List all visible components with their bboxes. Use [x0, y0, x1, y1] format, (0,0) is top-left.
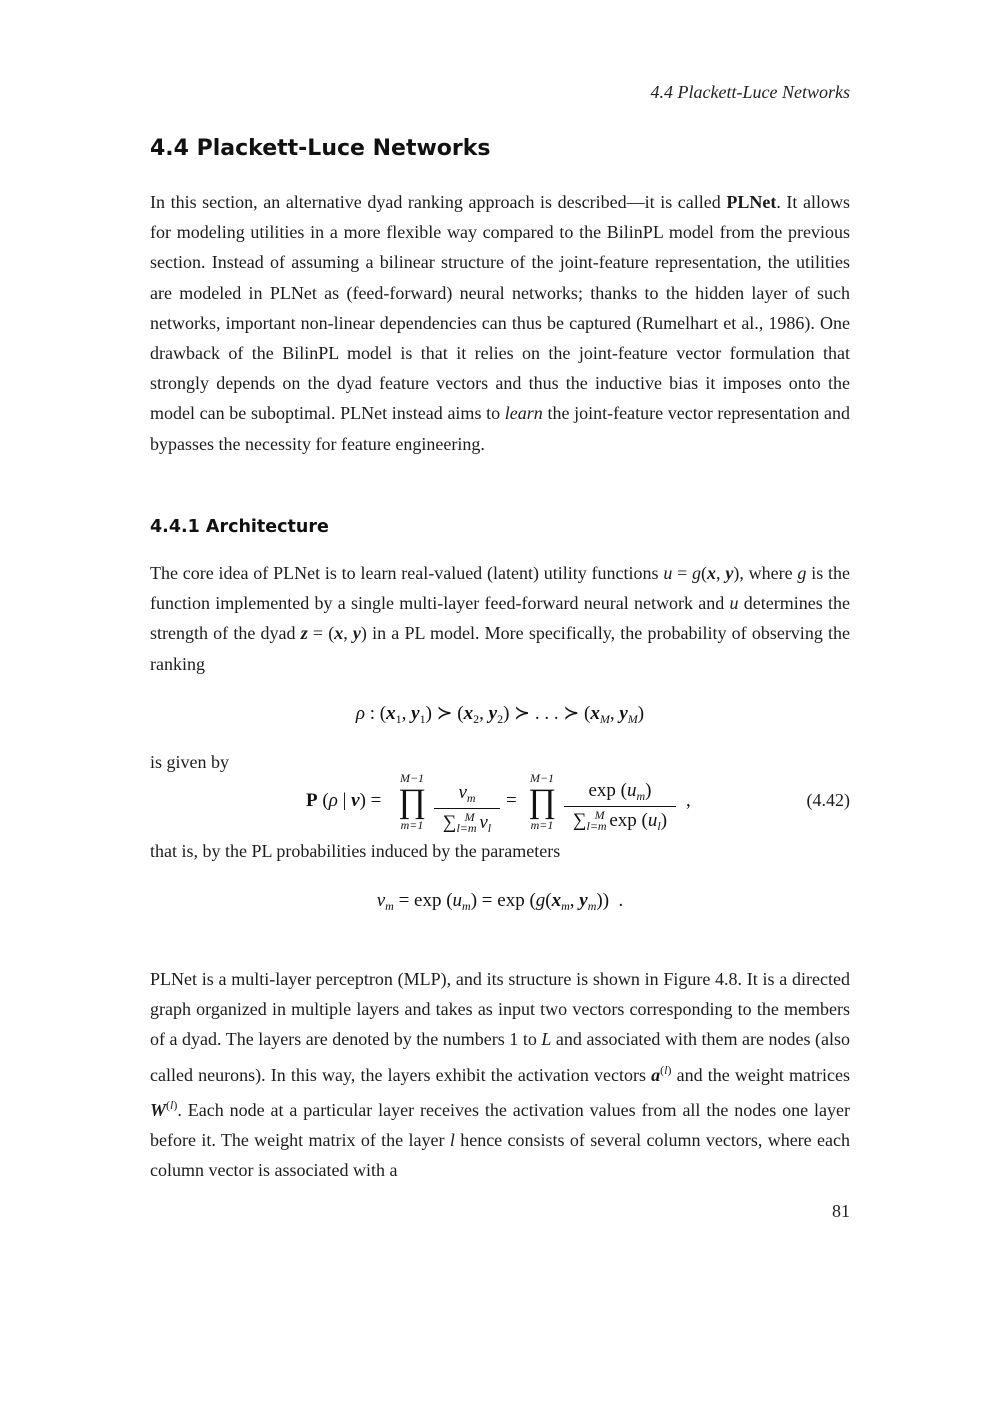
subsection-title: 4.4.1 Architecture — [150, 517, 329, 537]
page-number: 81 — [832, 1201, 850, 1221]
section-title: 4.4 Plackett-Luce Networks — [150, 136, 491, 161]
bold-term-plnet: PLNet — [726, 192, 777, 212]
that-is-text: that is, by the PL probabilities induced by the parameters — [150, 841, 561, 861]
parameter-equation: $v_m = \exp (u_m) = \exp (g(x_m$, $y_m$)) . — [376, 890, 624, 913]
running-header: 4.4 Plackett-Luce Networks — [650, 82, 850, 102]
paragraph-mlp: PLNet is a multi-layer perceptron (MLP), and its structure is shown in Figure 4.8. It is a directed graph organized in multiple layers and takes as input two vectors corresponding to the members of a dyad. The layers are denoted by the numbers 1 to L and associated with them are nodes (also called neurons). In this way, the layers exhibit the activation vectors $a^{(l)}$ and the weight matrices $W^{(l)}$. Each node at a particular layer receives the activation values from all the nodes one layer before it. The weight matrix of the layer l hence consists of several column vectors, where each column vector is associated with a — [150, 969, 851, 1181]
paragraph-architecture: The core idea of PLNet is to learn real-valued (latent) utility functions u = g(x, y), where g is the function implemented by a single multi-layer feed-forward neural network and u determines the strength of the dyad z = (x, y) in a PL model. More specifically, the probability of observing the ranking — [150, 563, 850, 674]
equation-number: (4.42) — [806, 790, 850, 810]
ranking-equation: ρ : ($x_1$, $y_1$) ≻ ($x_2$, $y_2$) ≻ . . . ≻ ($x_M$, $y_M$) — [355, 703, 645, 726]
page: 4.4 Plackett-Luce Networks 4.4 Plackett-Luce Networks In this section, an alternative dyad ranking approach is described—it is called PLNet. It allows for modeling utilities in a more flexible way compared to the BilinPL model from the previous section. Instead of assuming a bilinear structure of the joint-feature representation, the utilities are modeled in PLNet as (feed-forward) neural networks; thanks to the hidden layer of such networks, important non-linear dependencies can thus be captured (Rumelhart et al., 1986). One drawback of the BilinPL model is that it relies on the joint-feature vector formulation that strongly depends on the dyad feature vectors and thus the inductive bias it imposes onto the model can be suboptimal. PLNet instead aims to learn the joint-feature vector representation and bypasses the necessity for feature engineering. 4.4.1 Architecture The core idea of PLNet is to learn real-valued (latent) utility functions u = g(x, y), where g is the function implemented by a single multi-layer feed-forward neural network and u determines the strength of the dyad z = (x, y) in a PL model. More specifically, the probability of observing the ranking ρ : ($x_1$, $y_1$) ≻ ($x_2$, $y_2$) ≻ . . . ≻ ($x_M$, $y_M$) is given by P (ρ | v) = M−1 ∏ m=1 $\frac{v_m}{\sum_{l=m}^M v_l}$ = M−1 ∏ m=1 $\frac{\exp (u_m)}{\sum_{l=m}^M \exp (u_l)}$ , (4.42) that is, by the PL probabilities induced by the parameters $v_m = \exp (u_m) = \exp (g(x_m$, $y_m$)) . PLNet is a multi-layer perceptron (MLP), and its structure is shown in Figure 4.8. It is a directed graph organized in multiple layers and takes as input two vectors corresponding to the members of a dyad. The layers are denoted by the numbers 1 to L and associated with them are nodes (also called neurons). In this way, the layers exhibit the activation vectors $a^{(l)}$ and the weight matrices $W^{(l)}$. Each node at a particular layer receives the activation values from all the nodes one layer before it. The weight matrix of the layer l hence consists of several column vectors, where each column vector is associated with a 81 — [0, 0, 1000, 1414]
italic-term-learn: learn — [504, 403, 543, 424]
given-by-text: is given by — [150, 752, 229, 772]
paragraph-intro: In this section, an alternative dyad ranking approach is described—it is called PLNet. It allows for modeling utilities in a more flexible way compared to the BilinPL model from the previous section. Instead of assuming a bilinear structure of the joint-feature representation, the utilities are modeled in PLNet as (feed-forward) neural networks; thanks to the hidden layer of such networks, important non-linear dependencies can thus be captured (Rumelhart et al., 1986). One drawback of the BilinPL model is that it relies on the joint-feature vector formulation that strongly depends on the dyad feature vectors and thus the inductive bias it imposes onto the model can be suboptimal. PLNet instead aims to learn the joint-feature vector representation and bypasses the necessity for feature engineering. — [150, 192, 850, 454]
